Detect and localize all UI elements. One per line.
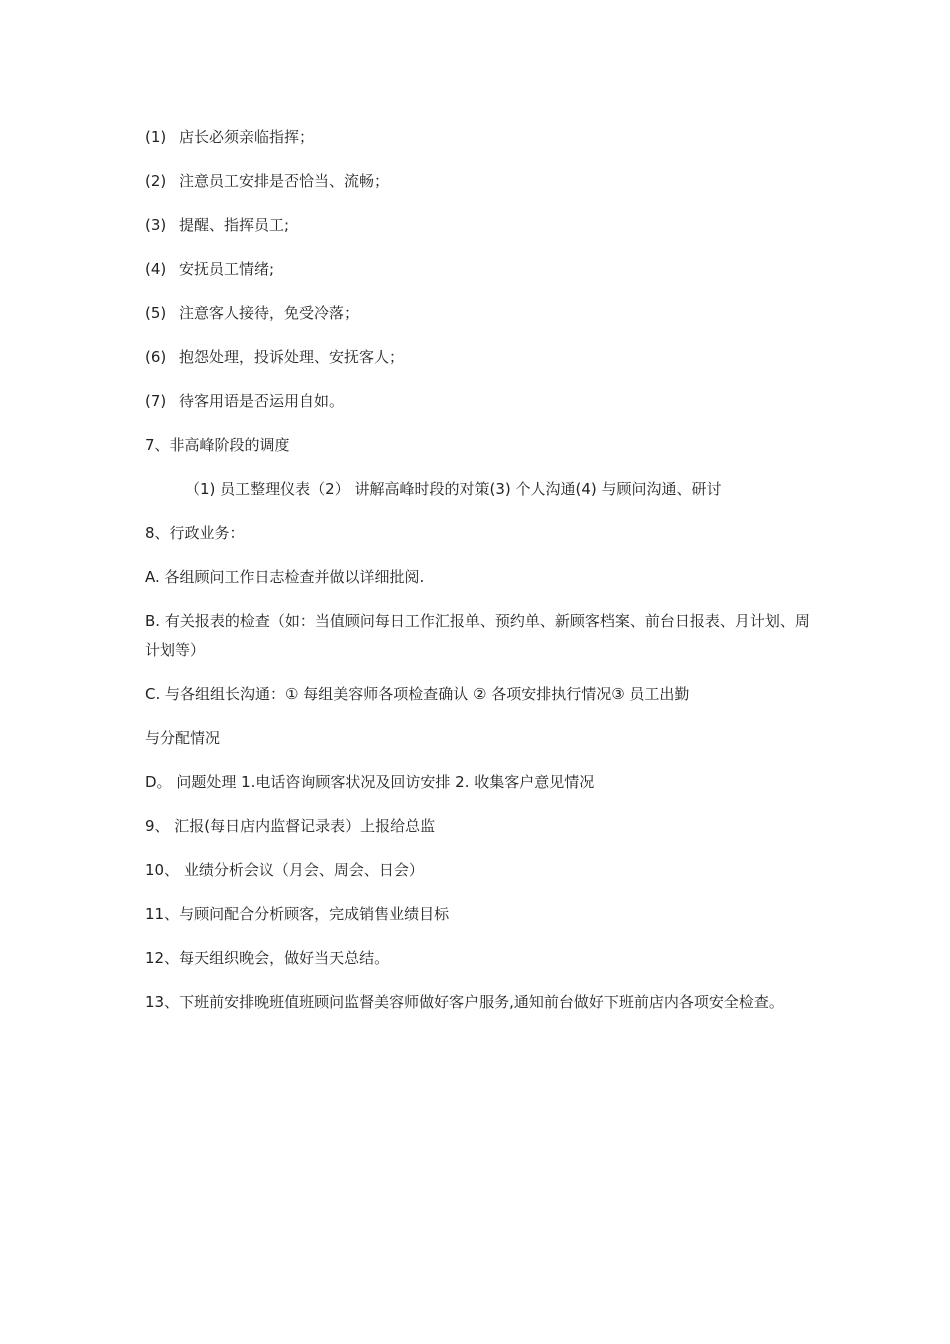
- list-item-text: 抱怨处理，投诉处理、安抚客人；: [179, 348, 405, 366]
- list-item-text: 注意客人接待，免受冷落；: [179, 304, 360, 322]
- section-heading-7: 7、非高峰阶段的调度: [145, 436, 290, 454]
- section-10: 10、 业绩分析会议（月会、周会、日会）: [145, 861, 424, 879]
- list-item-text: 注意员工安排是否恰当、流畅；: [179, 172, 390, 190]
- section-heading-8: 8、行政业务：: [145, 524, 245, 542]
- paragraph-c-continued: 与分配情况: [145, 729, 221, 747]
- paragraph-b: B. 有关报表的检查（如：当值顾问每日工作汇报单、预约单、新顾客档案、前台日报表、月计划、周计划等）: [145, 612, 810, 659]
- paragraph-c: C. 与各组组长沟通：① 每组美容师各项检查确认 ② 各项安排执行情况③ 员工出勤: [145, 685, 690, 703]
- section-13: 13、下班前安排晚班值班顾问监督美容师做好客户服务,通知前台做好下班前店内各项安全检查。: [145, 993, 784, 1011]
- section-7-detail: （1) 员工整理仪表（2） 讲解高峰时段的对策(3) 个人沟通(4) 与顾问沟通、研讨: [185, 480, 722, 498]
- paragraph-a: A. 各组顾问工作日志检查并做以详细批阅.: [145, 568, 425, 586]
- list-item-number: (5): [145, 304, 167, 322]
- list-item-number: (7): [145, 392, 167, 410]
- list-item-text: 待客用语是否运用自如。: [179, 392, 345, 410]
- list-item: [145, 387, 815, 416]
- paragraph-d: D。 问题处理 1.电话咨询顾客状况及回访安排 2. 收集客户意见情况: [145, 773, 595, 791]
- list-item-number: (4): [145, 260, 167, 278]
- section-9: 9、 汇报(每日店内监督记录表）上报给总监: [145, 817, 436, 835]
- list-item-text: 安抚员工情绪;: [179, 260, 275, 278]
- section-12: 12、每天组织晚会，做好当天总结。: [145, 949, 390, 967]
- list-item-number: (6): [145, 348, 167, 366]
- list-item: [145, 343, 815, 372]
- section-11: 11、与顾问配合分析顾客，完成销售业绩目标: [145, 905, 450, 923]
- list-item-number: (1): [145, 128, 167, 146]
- list-item: [145, 211, 815, 240]
- list-item-number: (3): [145, 216, 167, 234]
- list-item-number: (2): [145, 172, 167, 190]
- list-item: [145, 255, 815, 284]
- list-item-text: 提醒、指挥员工;: [179, 216, 290, 234]
- list-item: [145, 123, 815, 152]
- list-item: [145, 299, 815, 328]
- list-item: [145, 167, 815, 196]
- list-item-text: 店长必须亲临指挥；: [179, 128, 315, 146]
